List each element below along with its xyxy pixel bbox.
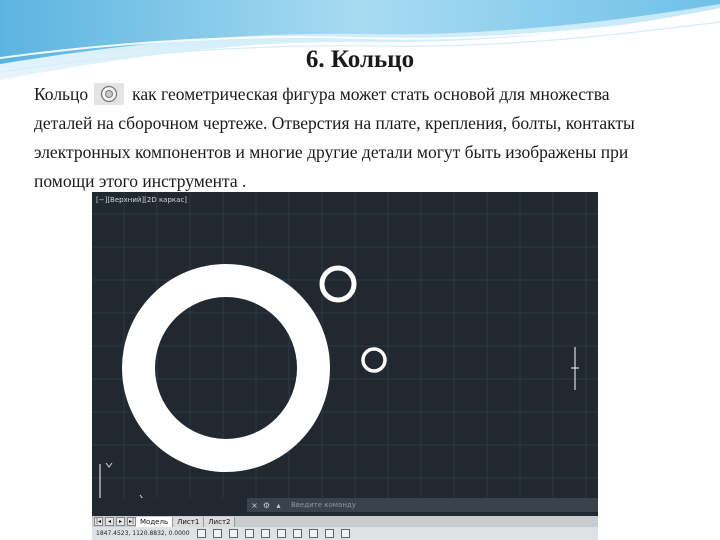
cad-screenshot [92,192,598,540]
crosshair-cursor [571,347,579,390]
slide-title: 6. Кольцо [305,46,415,73]
selection-cycling-icon[interactable] [341,529,350,538]
last-tab-icon[interactable]: ▸| [128,518,135,525]
paragraph-line-3: электронных компонентов и многие другие детали могут быть изображены при [34,142,629,162]
close-icon[interactable]: × [251,500,258,510]
polar-icon[interactable] [245,529,254,538]
coordinate-readout: 1847.4523, 1120.8832, 0.0000 [96,530,190,537]
prev-tab-icon[interactable]: ◂ [105,517,114,526]
layout-tabs [92,516,598,527]
tab-sheet2[interactable]: Лист2 [204,517,235,527]
slide-paragraph [34,80,694,196]
grid-icon[interactable] [213,529,222,538]
decorative-wave-header [0,0,720,90]
quick-props-icon[interactable] [325,529,334,538]
donut-icon [94,83,124,105]
small-donut[interactable] [363,349,385,371]
command-input[interactable]: Введите команду [291,501,356,509]
next-tab-icon[interactable]: ▸ [116,517,125,526]
paragraph-line-1-rest: как геометрическая фигура может стать основой для множества [132,84,610,104]
ucs-icon [100,464,136,498]
tab-model[interactable]: Модель [136,517,173,527]
snap-icon[interactable] [197,529,206,538]
first-tab-icon[interactable]: |◂ [95,518,102,525]
paragraph-word-ring: Кольцо [34,84,89,104]
paragraph-line-1 [34,80,694,109]
paragraph-line-4: помощи этого инструмента . [34,171,247,191]
ortho-icon[interactable] [229,529,238,538]
wrench-icon[interactable]: ⚙ [262,500,271,510]
nav-marker [106,463,146,498]
viewport-label[interactable]: [−][Верхний][2D каркас] [96,196,188,204]
tab-sheet1[interactable]: Лист1 [173,517,204,527]
cad-drawing-area[interactable] [92,192,598,498]
large-donut[interactable] [139,281,314,456]
medium-donut[interactable] [322,268,354,300]
otrack-icon[interactable] [277,529,286,538]
status-bar [92,527,598,540]
dyn-input-icon[interactable] [309,529,318,538]
command-line[interactable] [247,498,598,512]
osnap-icon[interactable] [261,529,270,538]
paragraph-line-2: деталей на сборочном чертеже. Отверстия на плате, крепления, болты, контакты [34,113,635,133]
lineweight-icon[interactable] [293,529,302,538]
chevron-up-icon[interactable]: ▴ [276,500,281,510]
